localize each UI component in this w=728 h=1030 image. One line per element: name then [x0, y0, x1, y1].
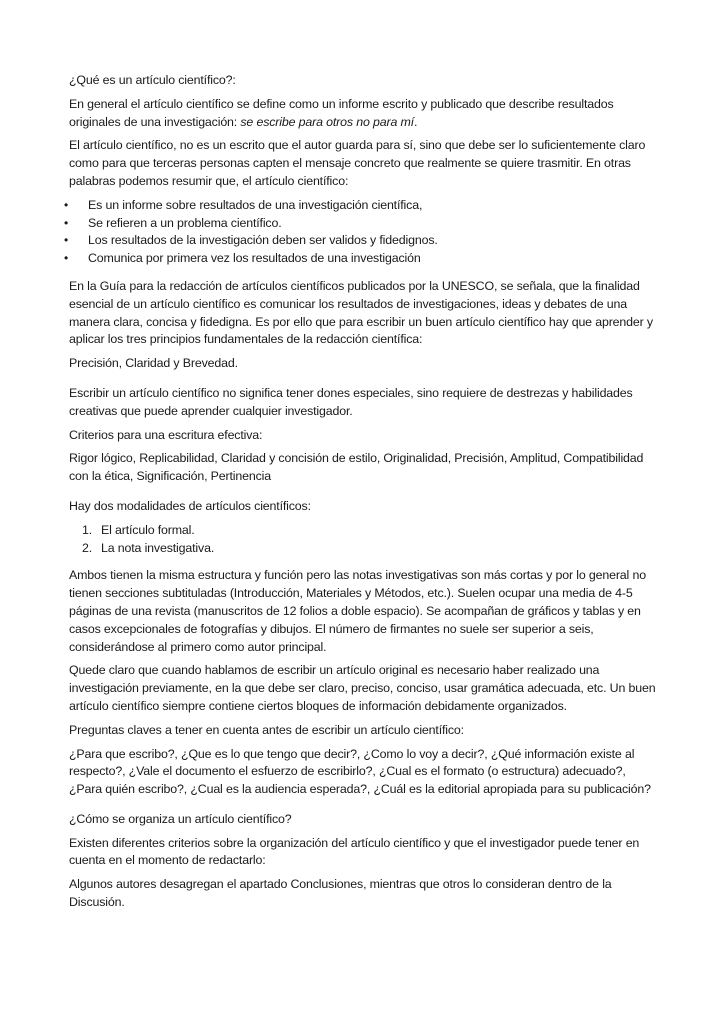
paragraph-modalities: Hay dos modalidades de artículos científicos:: [69, 498, 311, 513]
paragraph-clarity: El artículo científico, no es un escrito que el autor guarda para sí, sino que debe ser lo suficientemente claro como para que terceras personas capten el mensaje concreto que realmente se quiere trasmitir. En otras palabras podemos resumir que, el artículo científico:: [69, 138, 646, 188]
paragraph-organization: Existen diferentes criterios sobre la organización del artículo científico y que el investigador puede tener en cuenta en el momento de redactarlo:: [69, 835, 640, 868]
paragraph-conclusions: Algunos autores desagregan el apartado Conclusiones, mientras que otros lo consideran dentro de la Discusión.: [69, 877, 612, 910]
paragraph-organization-heading: ¿Cómo se organiza un artículo científico?: [69, 811, 292, 826]
numbered-list: [69, 522, 661, 558]
bullet-icon: •: [64, 197, 69, 212]
heading-question: ¿Qué es un artículo científico?:: [69, 73, 236, 87]
paragraph-criteria-list: Rigor lógico, Replicabilidad, Claridad y concisión de estilo, Originalidad, Precisión, Amplitud, Compatibilidad con la ética, Significación, Pertinencia: [69, 451, 644, 484]
definition-italic: se escribe para otros no para mí: [240, 114, 414, 129]
list-item: 1. El artículo formal.: [82, 522, 195, 537]
list-item: • Es un informe sobre resultados de una investigación científica,: [69, 197, 661, 215]
paragraph-definition: [69, 96, 661, 132]
list-item: • Los resultados de la investigación deben ser validos y fidedignos.: [69, 232, 661, 250]
paragraph-criteria-heading: Criterios para una escritura efectiva:: [69, 427, 263, 442]
paragraph-key-questions-heading: Preguntas claves a tener en cuenta antes de escribir un artículo científico:: [69, 722, 464, 737]
bullet-list: [64, 197, 661, 268]
list-item: • Comunica por primera vez los resultados de una investigación: [69, 250, 661, 268]
list-item: 2. La nota investigativa.: [82, 540, 215, 555]
paragraph-structure: Ambos tienen la misma estructura y función pero las notas investigativas son más cortas y por lo general no tienen secciones subtituladas (Introducción, Materiales y Métodos, etc.). Suelen ocupar una media de 4-5 páginas de una revista (manuscritos de 12 folios a doble espacio). Se acompañan de gráficos y tablas y en casos excepcionales de fotografías y dibujos. El número de firmantes no suele ser superior a seis, considerándose al primero como autor principal.: [69, 568, 646, 654]
list-item: • Se refieren a un problema científico.: [69, 215, 661, 233]
bullet-icon: •: [64, 233, 69, 248]
definition-text: En general el artículo científico se define como un informe escrito y publicado que describe resultados originales de una investigación:: [69, 96, 614, 129]
paragraph-unesco: En la Guía para la redacción de artículos científicos publicados por la UNESCO, se señala, que la finalidad esencial de un artículo científico es comunicar los resultados de investigaciones, ideas y debates de una manera clara, concisa y fidedigna. Es por ello que para escribir un buen artículo científico hay que aprender y aplicar los tres principios fundamentales de la redacción científica:: [69, 278, 653, 347]
definition-end: .: [413, 114, 418, 129]
paragraph-principles: Precisión, Claridad y Brevedad.: [69, 356, 238, 371]
bullet-icon: •: [64, 215, 69, 230]
paragraph-original: Quede claro que cuando hablamos de escribir un artículo original es necesario haber realizado una investigación previamente, en la que debe ser claro, preciso, conciso, usar gramática adecuada, etc. Un buen artículo científico siempre contiene ciertos bloques de información debidamente organizados.: [69, 663, 656, 713]
document-page: [64, 72, 661, 918]
bullet-icon: •: [64, 251, 69, 266]
paragraph-key-questions: ¿Para que escribo?, ¿Que es lo que tengo que decir?, ¿Como lo voy a decir?, ¿Qué información existe al respecto?, ¿Vale el documento el esfuerzo de escribirlo?, ¿Cual es el formato (o estructura) adecuado?, ¿Para quién escribo?, ¿Cual es la audiencia esperada?, ¿Cuál es la editorial apropiada para su publicación?: [69, 746, 651, 797]
paragraph-skills: Escribir un artículo científico no significa tener dones especiales, sino requiere de destrezas y habilidades creativas que puede aprender cualquier investigador.: [69, 385, 633, 418]
